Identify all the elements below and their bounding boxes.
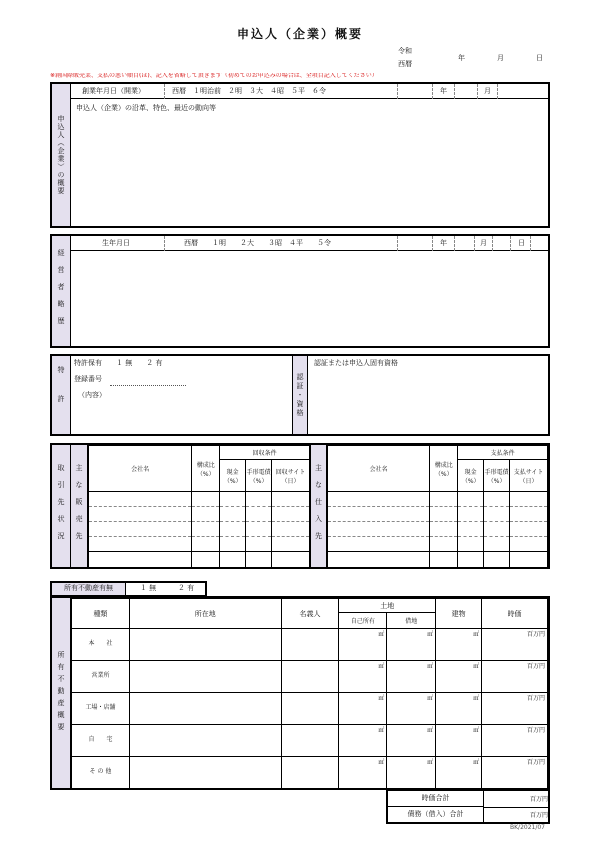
collect-terms-header: 回収条件 [220, 446, 310, 460]
row-kind-3: 自 宅 [72, 725, 130, 757]
row-kind-0: 本 社 [72, 629, 130, 661]
manager-section [50, 234, 550, 348]
birth-month-label: 月 [480, 239, 487, 247]
patent-side-label: 特許 [52, 356, 71, 434]
patent-number-label: 登録番号 [74, 375, 102, 383]
patent-content-label: （内容） [78, 391, 106, 399]
pay-terms-header: 支払条件 [458, 446, 548, 460]
col-owner-header: 名義人 [281, 599, 339, 629]
supply-share-header: 構成比（%） [430, 446, 458, 492]
row-kind-2: 工場・店舗 [72, 693, 130, 725]
cert-label: 認証または申込人固有資格 [314, 359, 398, 367]
company-desc-label: 申込人（企業）の沿革、特色、最近の動向等 [76, 104, 216, 112]
realestate-own-row [50, 581, 207, 596]
trade-section [50, 443, 550, 569]
founded-label: 創業年月日（開業） [82, 87, 145, 95]
cert-side-label: 認証・資格 [292, 356, 308, 434]
row-kind-4: そ の 他 [72, 757, 130, 789]
birth-day-label: 日 [518, 239, 525, 247]
sales-cash-header: 現金（%） [220, 460, 246, 492]
manager-side-label: 経営者略歴 [52, 236, 71, 346]
pay-site-header: 支払サイト（日） [510, 460, 548, 492]
realestate-section [50, 596, 550, 790]
trade-side-label: 取引先状況 [52, 445, 71, 567]
supply-side-label: 主な仕入先 [310, 445, 327, 567]
sales-share-header: 構成比（%） [192, 446, 220, 492]
founded-year-label: 年 [440, 87, 447, 95]
col-own-share-header: 自己所有 [339, 613, 387, 629]
seireki-label: 西暦 [398, 60, 412, 68]
col-value-header: 時価 [482, 599, 548, 629]
row-kind-1: 営業所 [72, 661, 130, 693]
birth-year-label: 年 [440, 239, 447, 247]
supply-cash-header: 現金（%） [458, 460, 484, 492]
total-debt-label: 債務（借入）合計 [388, 807, 484, 823]
company-section [50, 82, 550, 228]
realestate-table: 種類 所在地 名義人 土地 建物 時価 自己所有 借地 本 社 ㎡ ㎡ ㎡ 百万円 営業所 ㎡ ㎡ ㎡ 百万円 工場・店舗 ㎡ ㎡ ㎡ 百万円 自 宅 ㎡ ㎡ ㎡ 百万円 そ の 他 ㎡ ㎡ ㎡ 百万円 [71, 598, 548, 789]
col-kind-header: 種類 [72, 599, 130, 629]
birth-eras: 西暦 １明 ２大 ３昭 ４平 ５令 [184, 239, 331, 247]
col-land-header: 土地 [339, 599, 436, 613]
supply-table [327, 445, 548, 568]
patent-holding: 特許保有 １ 無 ２ 有 [74, 359, 163, 367]
realestate-own-no: １ 無 [139, 584, 157, 593]
total-value-label: 時価合計 [388, 791, 484, 807]
page-title: 申込人（企業）概要 [236, 26, 363, 41]
date-day-label: 日 [536, 54, 543, 62]
sales-table [88, 445, 310, 568]
totals-box [386, 790, 550, 824]
founded-month-label: 月 [484, 87, 491, 95]
supply-bill-header: 手形電債（%） [484, 460, 510, 492]
date-year-label: 年 [458, 54, 465, 62]
sales-side-label: 主な販売先 [71, 445, 88, 567]
collect-site-header: 回収サイト（日） [272, 460, 310, 492]
realestate-own-yes: ２ 有 [177, 584, 195, 593]
birth-label: 生年月日 [102, 239, 130, 247]
patent-number-line [110, 385, 186, 386]
date-month-label: 月 [497, 54, 504, 62]
col-leased-header: 借地 [387, 613, 436, 629]
patent-section [50, 354, 550, 436]
company-side-label: 申込人（企業）の概要 [52, 84, 71, 226]
sales-company-header: 会社名 [89, 446, 192, 492]
founded-eras: 西暦 １明治前 ２明 ３大 ４昭 ５平 ６令 [172, 87, 326, 95]
notice-text: ※創国際販売業、支払の悪い順目(ほ)、記入を省略して頂きます（初めてのお申込みの場合は、全項目記入してください） [50, 73, 378, 79]
form-code: BK/2021/07 [510, 824, 545, 831]
total-value-unit: 百万円 [529, 796, 548, 803]
sales-bill-header: 手形電債（%） [246, 460, 272, 492]
supply-company-header: 会社名 [328, 446, 430, 492]
col-location-header: 所在地 [129, 599, 281, 629]
total-debt-unit: 百万円 [529, 812, 548, 819]
col-building-header: 建物 [436, 599, 482, 629]
realestate-side-label: 所有不動産概要 [52, 598, 71, 788]
realestate-own-label: 所有不動産有無 [52, 583, 126, 595]
reiwa-label: 令和 [398, 47, 412, 55]
